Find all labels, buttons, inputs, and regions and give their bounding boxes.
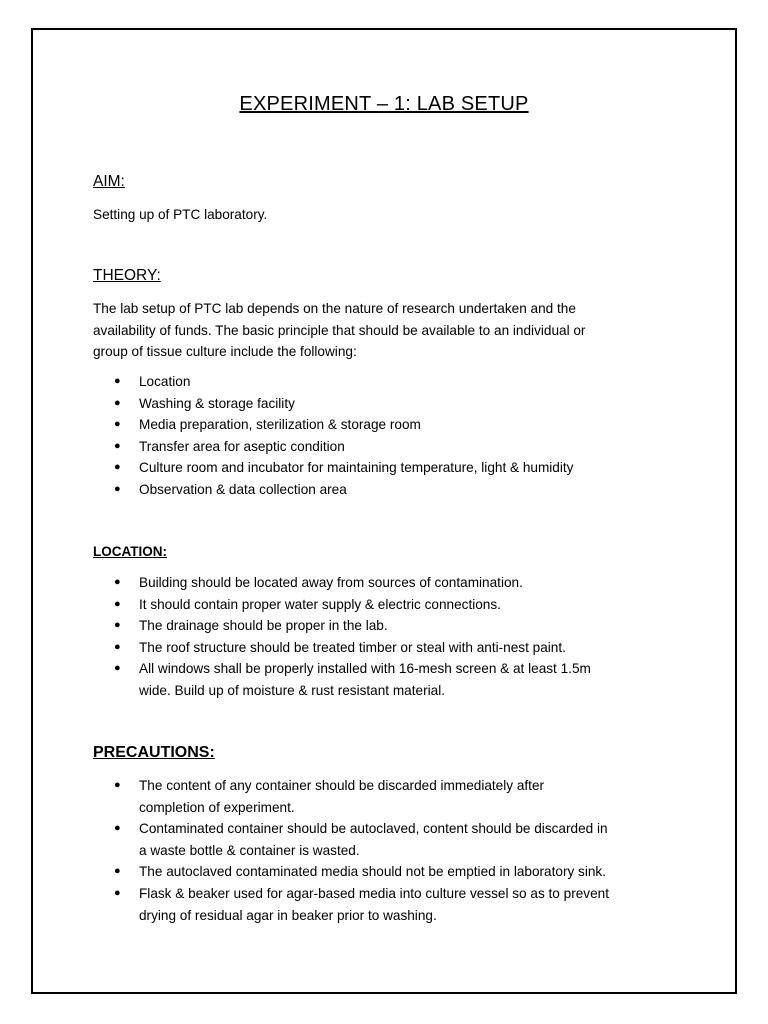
bullet-icon: ●	[114, 619, 121, 632]
bullet-icon: ●	[114, 822, 121, 835]
list-item-text: Flask & beaker used for agar-based media into culture vessel so as to prevent	[139, 885, 609, 901]
list-item-text: Transfer area for aseptic condition	[139, 438, 345, 454]
bullet-icon: ●	[114, 439, 121, 452]
list-item	[93, 594, 693, 616]
bullet-icon: ●	[114, 662, 121, 675]
list-item	[93, 436, 693, 458]
list-item-text: Observation & data collection area	[139, 481, 347, 497]
bullet-icon: ●	[114, 418, 121, 431]
list-item	[93, 572, 693, 594]
list-item	[93, 479, 693, 501]
list-item-text: Contaminated container should be autoclaved, content should be discarded in	[139, 821, 608, 837]
bullet-icon: ●	[114, 576, 121, 588]
list-item-text: Washing & storage facility	[139, 395, 295, 411]
list-item	[93, 637, 693, 659]
list-item-text: Building should be located away from sources of contamination.	[139, 575, 523, 590]
theory-bullet-list	[93, 371, 693, 501]
list-item	[93, 775, 693, 818]
precautions-bullet-list	[93, 775, 693, 926]
aim-heading: AIM:	[93, 173, 125, 190]
list-item-text-continued: completion of experiment.	[139, 799, 295, 815]
list-item	[93, 883, 693, 926]
list-item	[93, 861, 693, 883]
list-item-text: The drainage should be proper in the lab.	[139, 618, 388, 634]
location-heading: LOCATION:	[93, 544, 167, 559]
list-item-text: All windows shall be properly installed with 16-mesh screen & at least 1.5m	[139, 661, 591, 677]
bullet-icon: ●	[114, 779, 121, 791]
document-title: EXPERIMENT – 1: LAB SETUP	[239, 93, 529, 115]
list-item-text: Culture room and incubator for maintaining temperature, light & humidity	[139, 460, 574, 476]
list-item	[93, 658, 693, 701]
list-item-text: Media preparation, sterilization & storage room	[139, 417, 421, 433]
list-item-text: The roof structure should be treated timber or steal with anti-nest paint.	[139, 639, 566, 655]
list-item-text-continued: wide. Build up of moisture & rust resistant material.	[139, 682, 445, 698]
location-bullet-list	[93, 572, 693, 702]
list-item-text-continued: drying of residual agar in beaker prior to washing.	[139, 907, 437, 923]
bullet-icon: ●	[114, 640, 121, 653]
list-item	[93, 615, 693, 637]
precautions-heading: PRECAUTIONS:	[93, 744, 215, 761]
list-item-text: Location	[139, 374, 191, 389]
bullet-icon: ●	[114, 886, 121, 899]
aim-text: Setting up of PTC laboratory.	[93, 207, 268, 222]
list-item	[93, 457, 693, 479]
theory-heading: THEORY:	[93, 267, 161, 284]
theory-line: group of tissue culture include the following:	[93, 344, 357, 359]
theory-line: The lab setup of PTC lab depends on the nature of research undertaken and the	[93, 301, 576, 316]
list-item-text-continued: a waste bottle & container is wasted.	[139, 842, 360, 858]
bullet-icon: ●	[114, 865, 121, 878]
bullet-icon: ●	[114, 597, 121, 610]
list-item	[93, 414, 693, 436]
list-item-text: The content of any container should be discarded immediately after	[139, 778, 545, 793]
theory-paragraph	[93, 298, 683, 363]
bullet-icon: ●	[114, 375, 121, 387]
bullet-icon: ●	[114, 482, 121, 495]
list-item	[93, 371, 693, 393]
list-item	[93, 393, 693, 415]
bullet-icon: ●	[114, 396, 121, 409]
theory-line: availability of funds. The basic principle that should be available to an individual or	[93, 322, 586, 338]
list-item-text: The autoclaved contaminated media should not be emptied in laboratory sink.	[139, 864, 606, 880]
bullet-icon: ●	[114, 461, 121, 474]
list-item	[93, 818, 693, 861]
list-item-text: It should contain proper water supply & electric connections.	[139, 596, 501, 612]
